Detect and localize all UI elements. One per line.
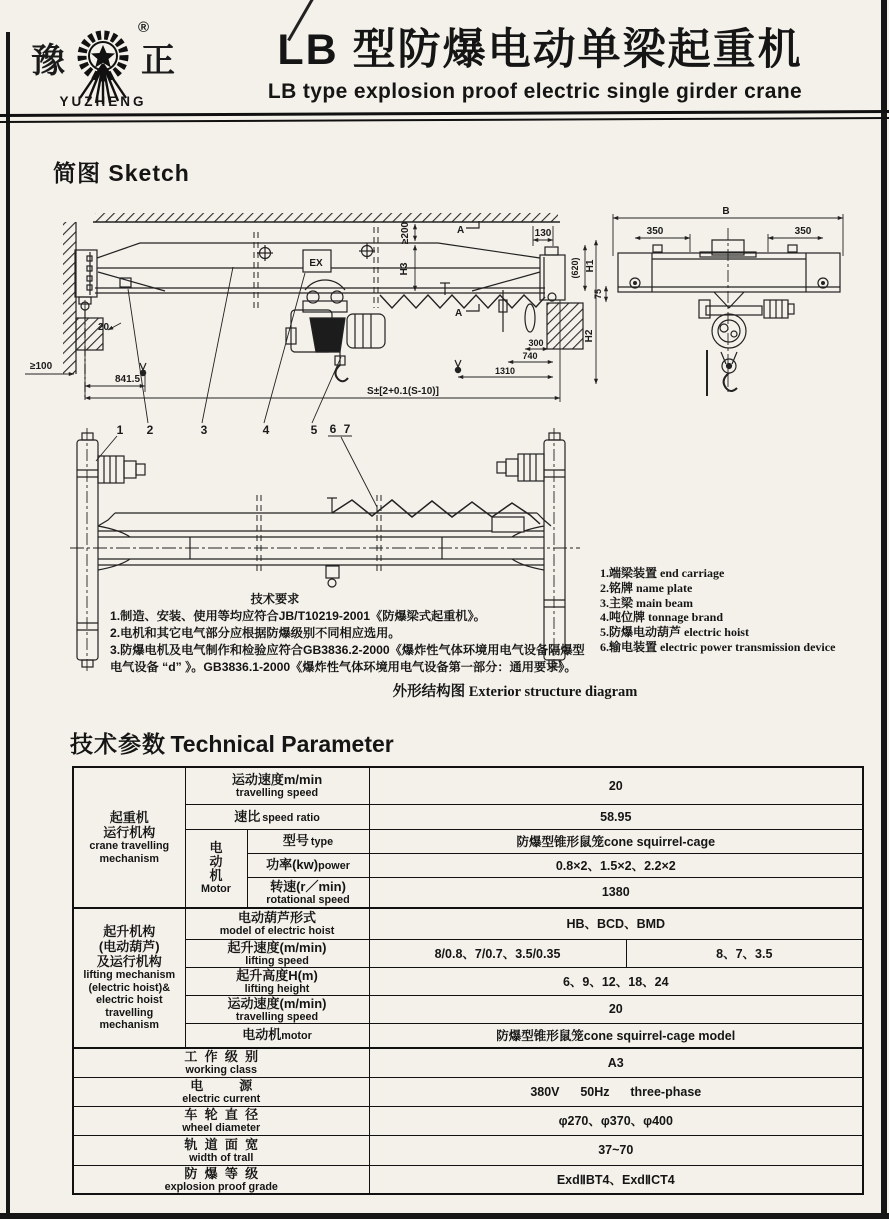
param-motor-power-label: 功率(kw)power <box>247 853 369 877</box>
part-item: 4.吨位牌 tonnage brand <box>600 610 724 625</box>
brand-logo <box>18 12 188 112</box>
param-lifting-speed-value-b: 8、7、3.5 <box>626 939 863 967</box>
page-title-cn: LB 型防爆电动单梁起重机 <box>277 26 803 74</box>
callout-4: 4 <box>262 423 270 437</box>
callout-5: 5 <box>310 423 318 437</box>
param-lifting-speed-value-a: 8/0.8、7/0.7、3.5/0.35 <box>369 939 626 967</box>
dim-h1: H1 <box>585 259 596 273</box>
dim-841: 841.5 <box>115 374 141 385</box>
param-lifting-speed-label: 起升速度(m/min) lifting speed <box>185 939 369 967</box>
bottom-page-edge <box>0 1213 889 1219</box>
ex-plate-label: EX <box>309 258 323 269</box>
tech-note-line: 2.电机和其它电气部分应根据防爆级别不同相应选用。 <box>110 626 401 640</box>
dim-620: (620) <box>570 257 580 279</box>
part-item: 1.端梁装置 end carriage <box>600 566 725 580</box>
tech-note-line: 电气设备 “d” 》。GB3836.1-2000《爆炸性气体环境用电气设备第一部分：通用要求》。 <box>110 660 577 674</box>
group-crane-travelling: 起重机 运行机构 crane travelling mechanism <box>73 767 185 908</box>
param-travel-speed-label: 运动速度m/min travelling speed <box>185 767 369 804</box>
param-speed-ratio-label: 速比 speed ratio <box>185 804 369 829</box>
part-item: 6.输电装置 electric power transmission device <box>600 639 836 654</box>
page-title-en: LB type explosion proof electric single girder crane <box>267 80 803 103</box>
group-motor: 电 动 机 Motor <box>185 829 247 908</box>
dim-20: 20 <box>98 322 110 333</box>
param-working-class-value: A3 <box>369 1048 863 1077</box>
dim-350-right: 350 <box>794 226 812 237</box>
param-lifting-height-value: 6、9、12、18、24 <box>369 967 863 995</box>
header-divider-bottom <box>0 117 889 123</box>
dim-740: 740 <box>522 351 538 361</box>
param-electric-current-label: 电 源 electric current <box>73 1077 369 1106</box>
junction-box <box>492 517 524 532</box>
diagram-caption: 外形结构图 Exterior structure diagram <box>392 684 638 700</box>
tech-notes <box>110 591 590 676</box>
dim-300: 300 <box>528 338 544 348</box>
carriage-motor-left <box>98 456 145 483</box>
tech-notes-title: 技术要求 <box>250 592 300 606</box>
callout-3: 3 <box>200 423 208 437</box>
param-hoist-travel-speed-value: 20 <box>369 995 863 1023</box>
param-hoist-model-value: HB、BCD、BMD <box>369 908 863 939</box>
param-motor-speed-label: 转速(r／min) rotational speed <box>247 877 369 908</box>
dim-h2: H2 <box>584 329 595 343</box>
brand-char-left: 豫 <box>31 43 65 80</box>
dim-span: S±[2+0.1(S-10)] <box>367 386 439 397</box>
param-speed-ratio-value: 58.95 <box>369 804 863 829</box>
section-a-top: A <box>457 225 465 236</box>
part-item: 3.主梁 main beam <box>600 595 694 610</box>
callout-1: 1 <box>116 423 124 437</box>
params-heading-cn: 技术参数 <box>70 731 166 757</box>
param-wheel-diameter-label: 车 轮 直 径 wheel diameter <box>73 1106 369 1135</box>
brand-char-right: 正 <box>141 43 175 80</box>
carriage-motor-right <box>497 454 544 481</box>
dim-ge200: ≥200 <box>400 221 411 245</box>
param-travel-speed-value: 20 <box>369 767 863 804</box>
param-hoist-motor-value: 防爆型锥形鼠笼cone squirrel-cage model <box>369 1023 863 1048</box>
param-wheel-diameter-value: φ270、φ370、φ400 <box>369 1106 863 1135</box>
parts-list <box>600 566 885 655</box>
section-a-bottom: A <box>455 308 463 319</box>
end-view <box>618 228 840 396</box>
left-page-edge <box>6 32 10 1219</box>
sketch-heading: 简图 Sketch <box>53 160 190 186</box>
part-item: 2.铭牌 name plate <box>600 580 693 595</box>
param-rail-width-label: 轨 道 面 宽 width of trall <box>73 1135 369 1165</box>
param-motor-type-value: 防爆型锥形鼠笼cone squirrel-cage <box>369 829 863 853</box>
param-motor-power-value: 0.8×2、1.5×2、2.2×2 <box>369 853 863 877</box>
params-table <box>72 766 864 1195</box>
dim-1310: 1310 <box>494 366 516 376</box>
params-heading <box>70 726 394 759</box>
param-lifting-height-label: 起升高度H(m) lifting height <box>185 967 369 995</box>
callout-2: 2 <box>146 423 154 437</box>
callout-7: 7 <box>343 422 351 436</box>
dim-130: 130 <box>534 228 552 239</box>
param-explosion-grade-label: 防 爆 等 级 explosion proof grade <box>73 1165 369 1194</box>
registered-mark-icon: ® <box>138 19 150 36</box>
param-hoist-travel-speed-label: 运动速度(m/min) travelling speed <box>185 995 369 1023</box>
param-motor-type-label: 型号 type <box>247 829 369 853</box>
dim-b: B <box>722 206 730 217</box>
tech-note-line: 1.制造、安装、使用等均应符合JB/T10219-2001《防爆梁式起重机》。 <box>110 609 486 623</box>
param-electric-current-value: 380V 50Hz three-phase <box>369 1077 863 1106</box>
params-heading-en: Technical Parameter <box>170 731 394 757</box>
cable-anchor-icon <box>140 360 461 376</box>
callout-6: 6 <box>329 422 337 436</box>
param-hoist-motor-label: 电动机motor <box>185 1023 369 1048</box>
param-explosion-grade-value: ExdⅡBT4、ExdⅡCT4 <box>369 1165 863 1194</box>
param-working-class-label: 工 作 级 别 working class <box>73 1048 369 1077</box>
dim-75: 75 <box>593 288 603 300</box>
tech-note-line: 3.防爆电机及电气制作和检验应符合GB3836.2-2000《爆炸性气体环境用电气设备隔爆型 <box>110 643 585 657</box>
param-motor-speed-value: 1380 <box>369 877 863 908</box>
dim-h3: H3 <box>399 262 410 276</box>
dim-ge100: ≥100 <box>30 361 53 372</box>
param-hoist-model-label: 电动葫芦形式 model of electric hoist <box>185 908 369 939</box>
part-item: 5.防爆电动葫芦 electric hoist <box>600 625 749 640</box>
brand-name: YUZHENG <box>59 94 147 109</box>
group-lifting-mechanism: 起升机构 (电动葫芦) 及运行机构 lifting mechanism (electric hoist)& electric hoist travelling mechanism <box>73 908 185 1048</box>
hoist-side <box>286 280 385 381</box>
dim-350-left: 350 <box>646 226 664 237</box>
param-rail-width-value: 37~70 <box>369 1135 863 1165</box>
